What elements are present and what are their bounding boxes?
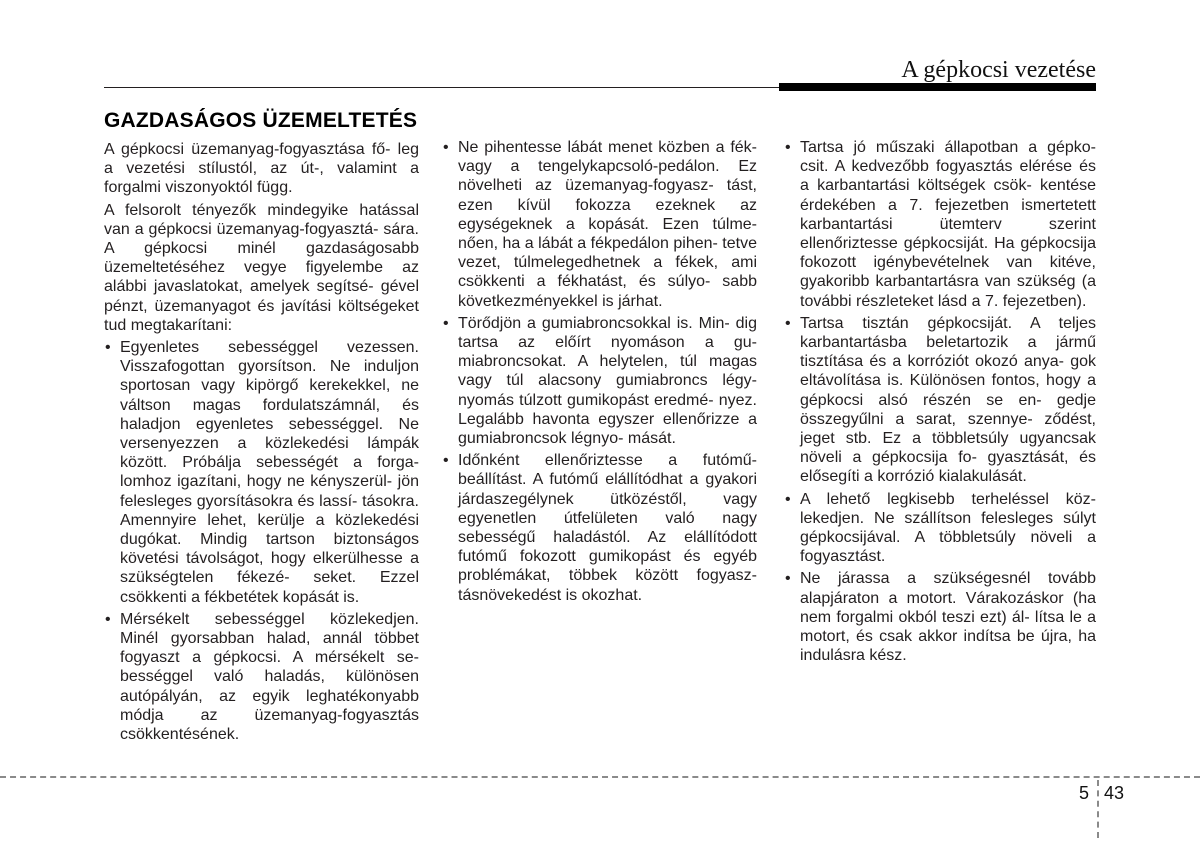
paragraph: A gépkocsi üzemanyag-fogyasztása fő- leg a vezetési stílustól, az út-, valamint a forgalmi viszonyoktól függ. xyxy=(104,141,419,197)
bullet-item: • A lehető legkisebb terheléssel köz- lekedjen. Ne szállítson felesleges súlyt gépkocsijával. A többletsúly növeli a fogyasztást. xyxy=(784,490,1096,567)
paragraph: A felsorolt tényezők mindegyike hatással van a gépkocsi üzemanyag-fogyasztá- sára. A gépkocsi minél gazdaságosabb üzemeltetéséhez vegye figyelembe az alábbi javaslatokat, amelyek segítsé- gével pénzt, üzemanyagot és javítási költségeket tud megtakarítani: xyxy=(104,201,419,334)
footer-vertical-dashed-rule xyxy=(1097,780,1099,838)
bullet-list xyxy=(104,338,419,744)
bullet-item: • Tartsa jó műszaki állapotban a gépko- csit. A kedvezőbb fogyasztás elérése és a karbantartási költségek csök- kentése érdekében a 7. fejezetben ismertetett karbantartási ütemterv szerint ellenőriztesse gépkocsiját. Ha gépkocsija fokozott igénybevételnek van kitéve, gyakoribb karbantartásra van szükség (a további részleteket lásd a 7. fejezetben). xyxy=(784,138,1096,311)
text-column-2 xyxy=(442,138,757,608)
bullet-item: • Időnként ellenőriztesse a futómű- beállítást. A futómű elállítódhat a gyakori járdaszegélynek ütközéstől, vagy egyenetlen útfelületen való nagy sebességű haladástól. Az elállítódott futómű fokozott gumikopást és egyéb problémákat, többek között fogyasz- tásnövekedést is okozhat. xyxy=(442,451,757,605)
chapter-number: 5 xyxy=(1079,783,1090,803)
bullet-item: • Mérsékelt sebességgel közlekedjen. Minél gyorsabban halad, annál többet fogyaszt a gépkocsi. A mérsékelt se- bességgel való haladás, különösen autópályán, az egyik leghatékonyabb módja az üzemanyag-fogyasztás csökkentésének. xyxy=(104,610,419,744)
bullet-item: • Tartsa tisztán gépkocsiját. A teljes karbantartásba beletartozik a jármű tisztítása és a korróziót okozó anya- gok eltávolítása is. Különösen fontos, hogy a gépkocsi alsó részén se en- gedje összegyűlni a sarat, szennye- ződést, jeget stb. Ez a többletsúly ugyancsak növeli a gépkocsija fo- gyasztását, és elősegíti a korrózió kialakulását. xyxy=(784,314,1096,487)
header-rule-thin xyxy=(104,87,779,88)
chapter-header-title: A gépkocsi vezetése xyxy=(901,57,1096,83)
bullet-list xyxy=(784,138,1096,665)
bullet-item: • Egyenletes sebességgel vezessen. Visszafogottan gyorsítson. Ne induljon sportosan vagy kipörgő kerekekkel, ne váltson magas fordulatszámnál, és haladjon egyenletes sebességgel. Ne versenyezzen a közlekedési lámpák között. Próbálja sebességét a forga- lomhoz igazítani, hogy ne kényszerül- jön felesleges gyorsításokra és lassí- tásokra. Amennyire lehet, kerülje a közlekedési dugókat. Mindig tartson biztonságos követési távolságot, hogy elkerülhesse a szükségtelen fékezé- seket. Ezzel csökkenti a fékbetétek kopását is. xyxy=(104,338,419,607)
page-number: 43 xyxy=(1104,783,1125,803)
section-title: GAZDASÁGOS ÜZEMELTETÉS xyxy=(104,109,418,132)
header-rule-thick xyxy=(779,83,1096,91)
bullet-item: • Ne pihentesse lábát menet közben a fék- vagy a tengelykapcsoló-pedálon. Ez növelheti az üzemanyag-fogyasz- tást, ezen kívül fokozza ezeknek az egységeknek a kopását. Ezen túlme- nően, ha a lábát a fékpedálon pihen- tetve vezet, túlmelegedhetnek a fékek, ami csökkenti a fékhatást, és súlyo- sabb következményekkel is járhat. xyxy=(442,138,757,311)
bullet-item: • Ne járassa a szükségesnél tovább alapjáraton a motort. Várakozáskor (ha nem forgalmi okból teszi ezt) ál- lítsa le a motort, és csak akkor indítsa be újra, ha indulásra kész. xyxy=(784,569,1096,665)
bullet-list xyxy=(442,138,757,605)
footer-dashed-rule xyxy=(0,776,1200,778)
bullet-item: • Törődjön a gumiabroncsokkal is. Min- dig tartsa az előírt nyomáson a gu- miabroncsokat. A helytelen, túl magas vagy túl alacsony gumiabroncs légy- nyomás túlzott gumikopást eredmé- nyez. Legalább havonta egyszer ellenőrizze a gumiabroncsok légnyo- mását. xyxy=(442,314,757,448)
text-column-3 xyxy=(784,138,1096,668)
text-column-1 xyxy=(104,140,419,747)
